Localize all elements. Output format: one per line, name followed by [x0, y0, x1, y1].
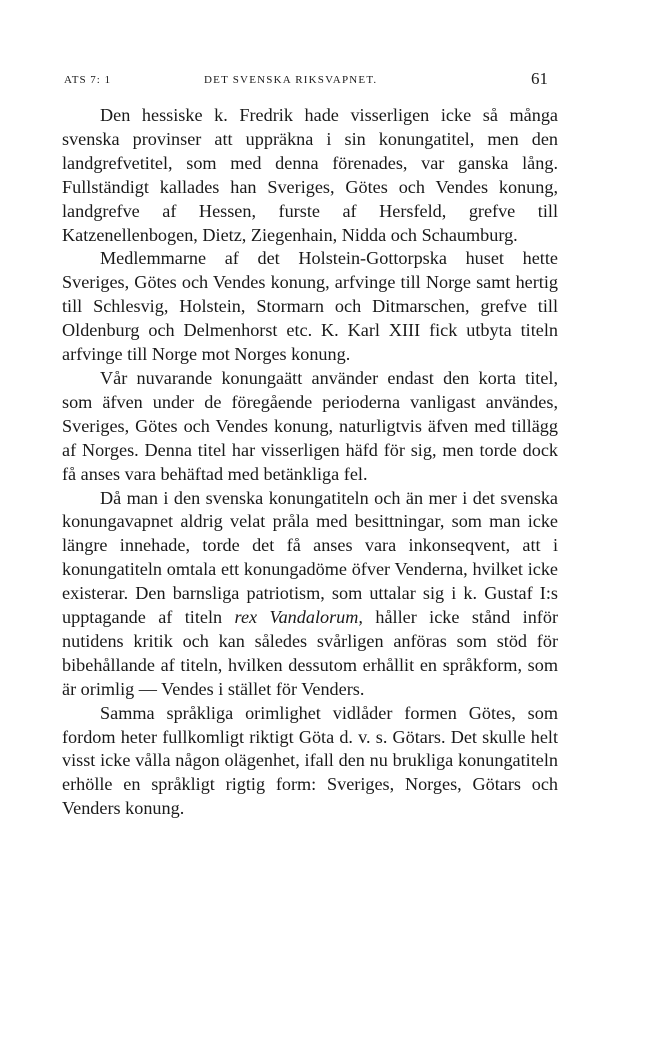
paragraph-4-italic-phrase: rex Vandalorum,	[234, 607, 363, 628]
body-text	[62, 104, 558, 821]
paragraph-4-text-before: Då man i den svenska konungatiteln och än mer i det svenska konungavapnet aldrig velat pråla med besittningar, som man icke längre innehade, torde det få anses vara inkonseqvent, att i konungatiteln omtala ett konungadöme öfver Venderna, hvilket icke existerar. Den barnsliga patriotism, som uttalar sig i k. Gustaf I:s upptagande af titeln	[62, 487, 558, 628]
paragraph-4	[62, 487, 558, 702]
running-title: DET SVENSKA RIKSVAPNET.	[204, 74, 378, 86]
page-number: 61	[531, 69, 548, 88]
paragraph-3: Vår nuvarande konungaätt använder endast den korta titel, som äfven under de föregående perioderna vanligast användes, Sveriges, Götes och Vendes konung, naturligtvis äfven med tillägg af Norges. Denna titel har visserligen häfd för sig, men torde dock få anses vara behäftad med betänkliga fel.	[62, 367, 558, 484]
paragraph-5: Samma språkliga orimlighet vidlåder formen Götes, som fordom heter fullkomligt riktigt Göta d. v. s. Götars. Det skulle helt visst icke vålla någon olägenhet, ifall den nu brukliga konungatiteln erhölle en språkligt rigtig form: Sveriges, Norges, Götars och Venders konung.	[62, 702, 558, 819]
running-head	[64, 69, 548, 94]
paragraph-2: Medlemmarne af det Holstein-Gottorpska huset hette Sveriges, Götes och Vendes konung, arfvinge till Norge samt hertig till Schlesvig, Holstein, Stormarn och Ditmarschen, grefve till Oldenburg och Delmenhorst etc. K. Karl XIII fick utbyta titeln arfvinge till Norge mot Norges konung.	[62, 248, 558, 365]
signature-mark: ATS 7: 1	[64, 74, 112, 86]
paragraph-4-text-after: håller icke stånd inför nutidens kritik och kan således svårligen anföras som stöd för bibehållande af titeln, hvilken dessutom erhållit en språkform, som är orimlig — Vendes i stället för Venders.	[62, 607, 559, 699]
paragraph-1: Den hessiske k. Fredrik hade visserligen icke så många svenska provinser att uppräkna i sin konungatitel, men den landgrefvetitel, som med denna förenades, var ganska lång. Fullständigt kallades han Sveriges, Götes och Vendes konung, landgrefve af Hessen, furste af Hersfeld, grefve till Katzenellenbogen, Dietz, Ziegenhain, Nidda och Schaumburg.	[62, 105, 558, 245]
